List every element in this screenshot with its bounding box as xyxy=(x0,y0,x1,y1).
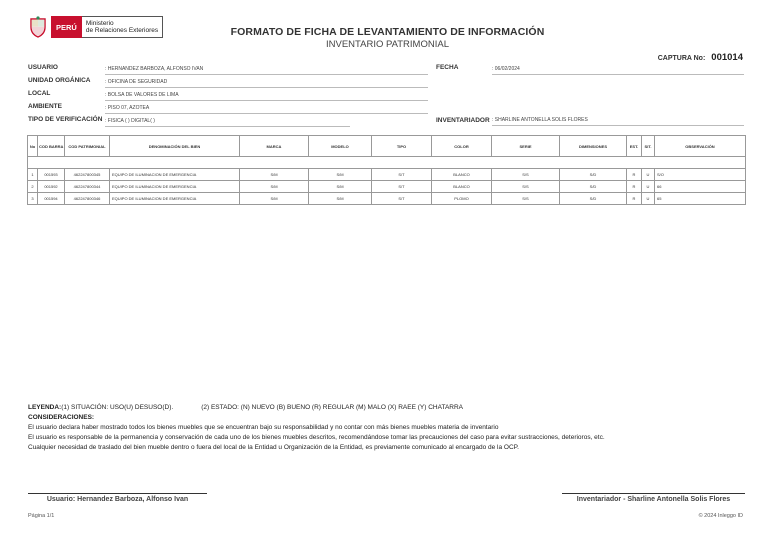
col-dimensiones: DIMENSIONES xyxy=(560,136,627,157)
cell-dimensiones: S/D xyxy=(560,193,627,205)
cell-cod-patrimonial: 462247800346 xyxy=(65,193,110,205)
cell-cod-patrimonial: 462247800345 xyxy=(65,169,110,181)
legend-block xyxy=(28,403,748,453)
table-row xyxy=(28,181,746,193)
unidad-label: UNIDAD ORGÁNICA xyxy=(28,77,91,84)
consideracion-1: El usuario declara haber mostrado todos los bienes muebles que se encuentran bajo su responsabilidad y no contar con más bienes muebles materia de inventario xyxy=(28,424,499,431)
cell-estado: R xyxy=(627,181,642,193)
inventariador-signature-line xyxy=(562,493,745,494)
cell-denominacion: EQUIPO DE ILUMINACION DE EMERGENCIA xyxy=(110,169,240,181)
cell-cod-barra: 001592 xyxy=(38,181,65,193)
col-denominacion: DENOMINACIÓN DEL BIEN xyxy=(110,136,240,157)
legend-line xyxy=(28,403,748,413)
inventariador-signature: Inventariador - Sharline Antonella Solis Flores xyxy=(576,496,731,503)
cell-dimensiones: S/D xyxy=(560,181,627,193)
col-marca: MARCA xyxy=(240,136,309,157)
cell-tipo: S/T xyxy=(372,169,432,181)
cell-cod-patrimonial: 462247800344 xyxy=(65,181,110,193)
cell-situacion: U xyxy=(642,193,655,205)
cell-cod-barra: 001594 xyxy=(38,193,65,205)
cell-tipo: S/T xyxy=(372,181,432,193)
legend-situacion: (1) SITUACIÓN: USO(U) DESUSO(D). xyxy=(61,404,174,411)
cell-dimensiones: S/D xyxy=(560,169,627,181)
unidad-value: : OFICINA DE SEGURIDAD xyxy=(105,79,428,88)
usuario-label: USUARIO xyxy=(28,64,58,71)
cell-color: PLOMO xyxy=(432,193,492,205)
consideracion-3: Cualquier necesidad de traslado del bien mueble dentro o fuera del local de la Entidad u Organización de la Entidad, es previamente comunicado al encargado de la OCP. xyxy=(28,444,519,451)
cell-marca: S/M xyxy=(240,169,309,181)
captura-number xyxy=(658,52,743,63)
peru-label: PERÚ xyxy=(51,16,82,38)
cell-marca: S/M xyxy=(240,193,309,205)
ambiente-label: AMBIENTE xyxy=(28,103,62,110)
inventory-table xyxy=(27,135,746,205)
ministry-line-2: de Relaciones Exteriores xyxy=(85,27,159,34)
tipo-verificacion-label: TIPO DE VERIFICACIÓN xyxy=(28,116,103,123)
cell-denominacion: EQUIPO DE ILUMINACION DE EMERGENCIA xyxy=(110,181,240,193)
col-color: COLOR xyxy=(432,136,492,157)
copyright: © 2024 Inleggo ID xyxy=(698,513,743,519)
cell-denominacion: EQUIPO DE ILUMINACION DE EMERGENCIA xyxy=(110,193,240,205)
local-label: LOCAL xyxy=(28,90,51,97)
spacer-cell xyxy=(28,157,746,169)
cell-situacion: U xyxy=(642,169,655,181)
leyenda-label: LEYENDA: xyxy=(28,404,62,411)
cell-observacion: 66 xyxy=(655,181,746,193)
cell-serie: S/S xyxy=(492,193,560,205)
usuario-value: : HERNANDEZ BARBOZA, ALFONSO IVAN xyxy=(105,66,428,75)
ambiente-value: : PISO 07, AZOTEA xyxy=(105,105,428,114)
cell-serie: S/S xyxy=(492,169,560,181)
col-no: No xyxy=(28,136,38,157)
col-situacion: SIT. xyxy=(642,136,655,157)
col-cod-patrimonial: COD PATRIMONIAL xyxy=(65,136,110,157)
captura-label: CAPTURA No: xyxy=(657,55,706,62)
cell-no: 2 xyxy=(28,181,38,193)
fecha-label: FECHA xyxy=(436,64,459,71)
table-spacer xyxy=(28,157,746,169)
consideracion-2: El usuario es responsable de la permanencia y conservación de cada uno de los bienes muebles descritos, recomendándose tomar las precauciones del caso para evitar sustracciones, deterioros, etc. xyxy=(28,434,605,441)
cell-tipo: S/T xyxy=(372,193,432,205)
table-header-row xyxy=(28,136,746,157)
cell-modelo: S/M xyxy=(309,193,372,205)
table-row xyxy=(28,169,746,181)
cell-modelo: S/M xyxy=(309,169,372,181)
cell-observacion: S/O xyxy=(655,169,746,181)
usuario-signature-line xyxy=(28,493,207,494)
cell-estado: R xyxy=(627,169,642,181)
cell-color: BLANCO xyxy=(432,169,492,181)
consideraciones-label: CONSIDERACIONES: xyxy=(28,414,95,421)
tipo-verificacion-value: : FISICA ( ) DIGITAL( ) xyxy=(105,118,350,127)
inventariador-label: INVENTARIADOR xyxy=(436,117,490,124)
ministry-line-1: Ministerio xyxy=(85,19,114,27)
col-tipo: TIPO xyxy=(372,136,432,157)
inventariador-value: : SHARLINE ANTONELLA SOLIS FLORES xyxy=(492,117,744,126)
page-number: Página 1/1 xyxy=(28,513,55,519)
col-modelo: MODELO xyxy=(309,136,372,157)
cell-observacion: 65 xyxy=(655,193,746,205)
col-observacion: OBSERVACIÓN xyxy=(655,136,746,157)
cell-no: 3 xyxy=(28,193,38,205)
legend-estado: (2) ESTADO: (N) NUEVO (B) BUENO (R) REGULAR (M) MALO (X) RAEE (Y) CHATARRA xyxy=(201,404,464,411)
fecha-value: : 06/02/2024 xyxy=(492,66,744,75)
cell-no: 1 xyxy=(28,169,38,181)
cell-estado: R xyxy=(627,193,642,205)
document-subtitle: INVENTARIO PATRIMONIAL xyxy=(326,39,449,50)
cell-color: BLANCO xyxy=(432,181,492,193)
cell-cod-barra: 001593 xyxy=(38,169,65,181)
table-row xyxy=(28,193,746,205)
cell-situacion: U xyxy=(642,181,655,193)
cell-modelo: S/M xyxy=(309,181,372,193)
cell-marca: S/M xyxy=(240,181,309,193)
local-value: : BOLSA DE VALORES DE LIMA xyxy=(105,92,428,101)
col-estado: EST. xyxy=(627,136,642,157)
captura-value: 001014 xyxy=(711,52,743,63)
usuario-signature: Usuario: Hernandez Barboza, Alfonso Ivan xyxy=(46,496,189,503)
cell-serie: S/S xyxy=(492,181,560,193)
col-cod-barra: COD BARRA xyxy=(38,136,65,157)
document-title: FORMATO DE FICHA DE LEVANTAMIENTO DE INFORMACIÓN xyxy=(230,26,545,38)
col-serie: SERIE xyxy=(492,136,560,157)
